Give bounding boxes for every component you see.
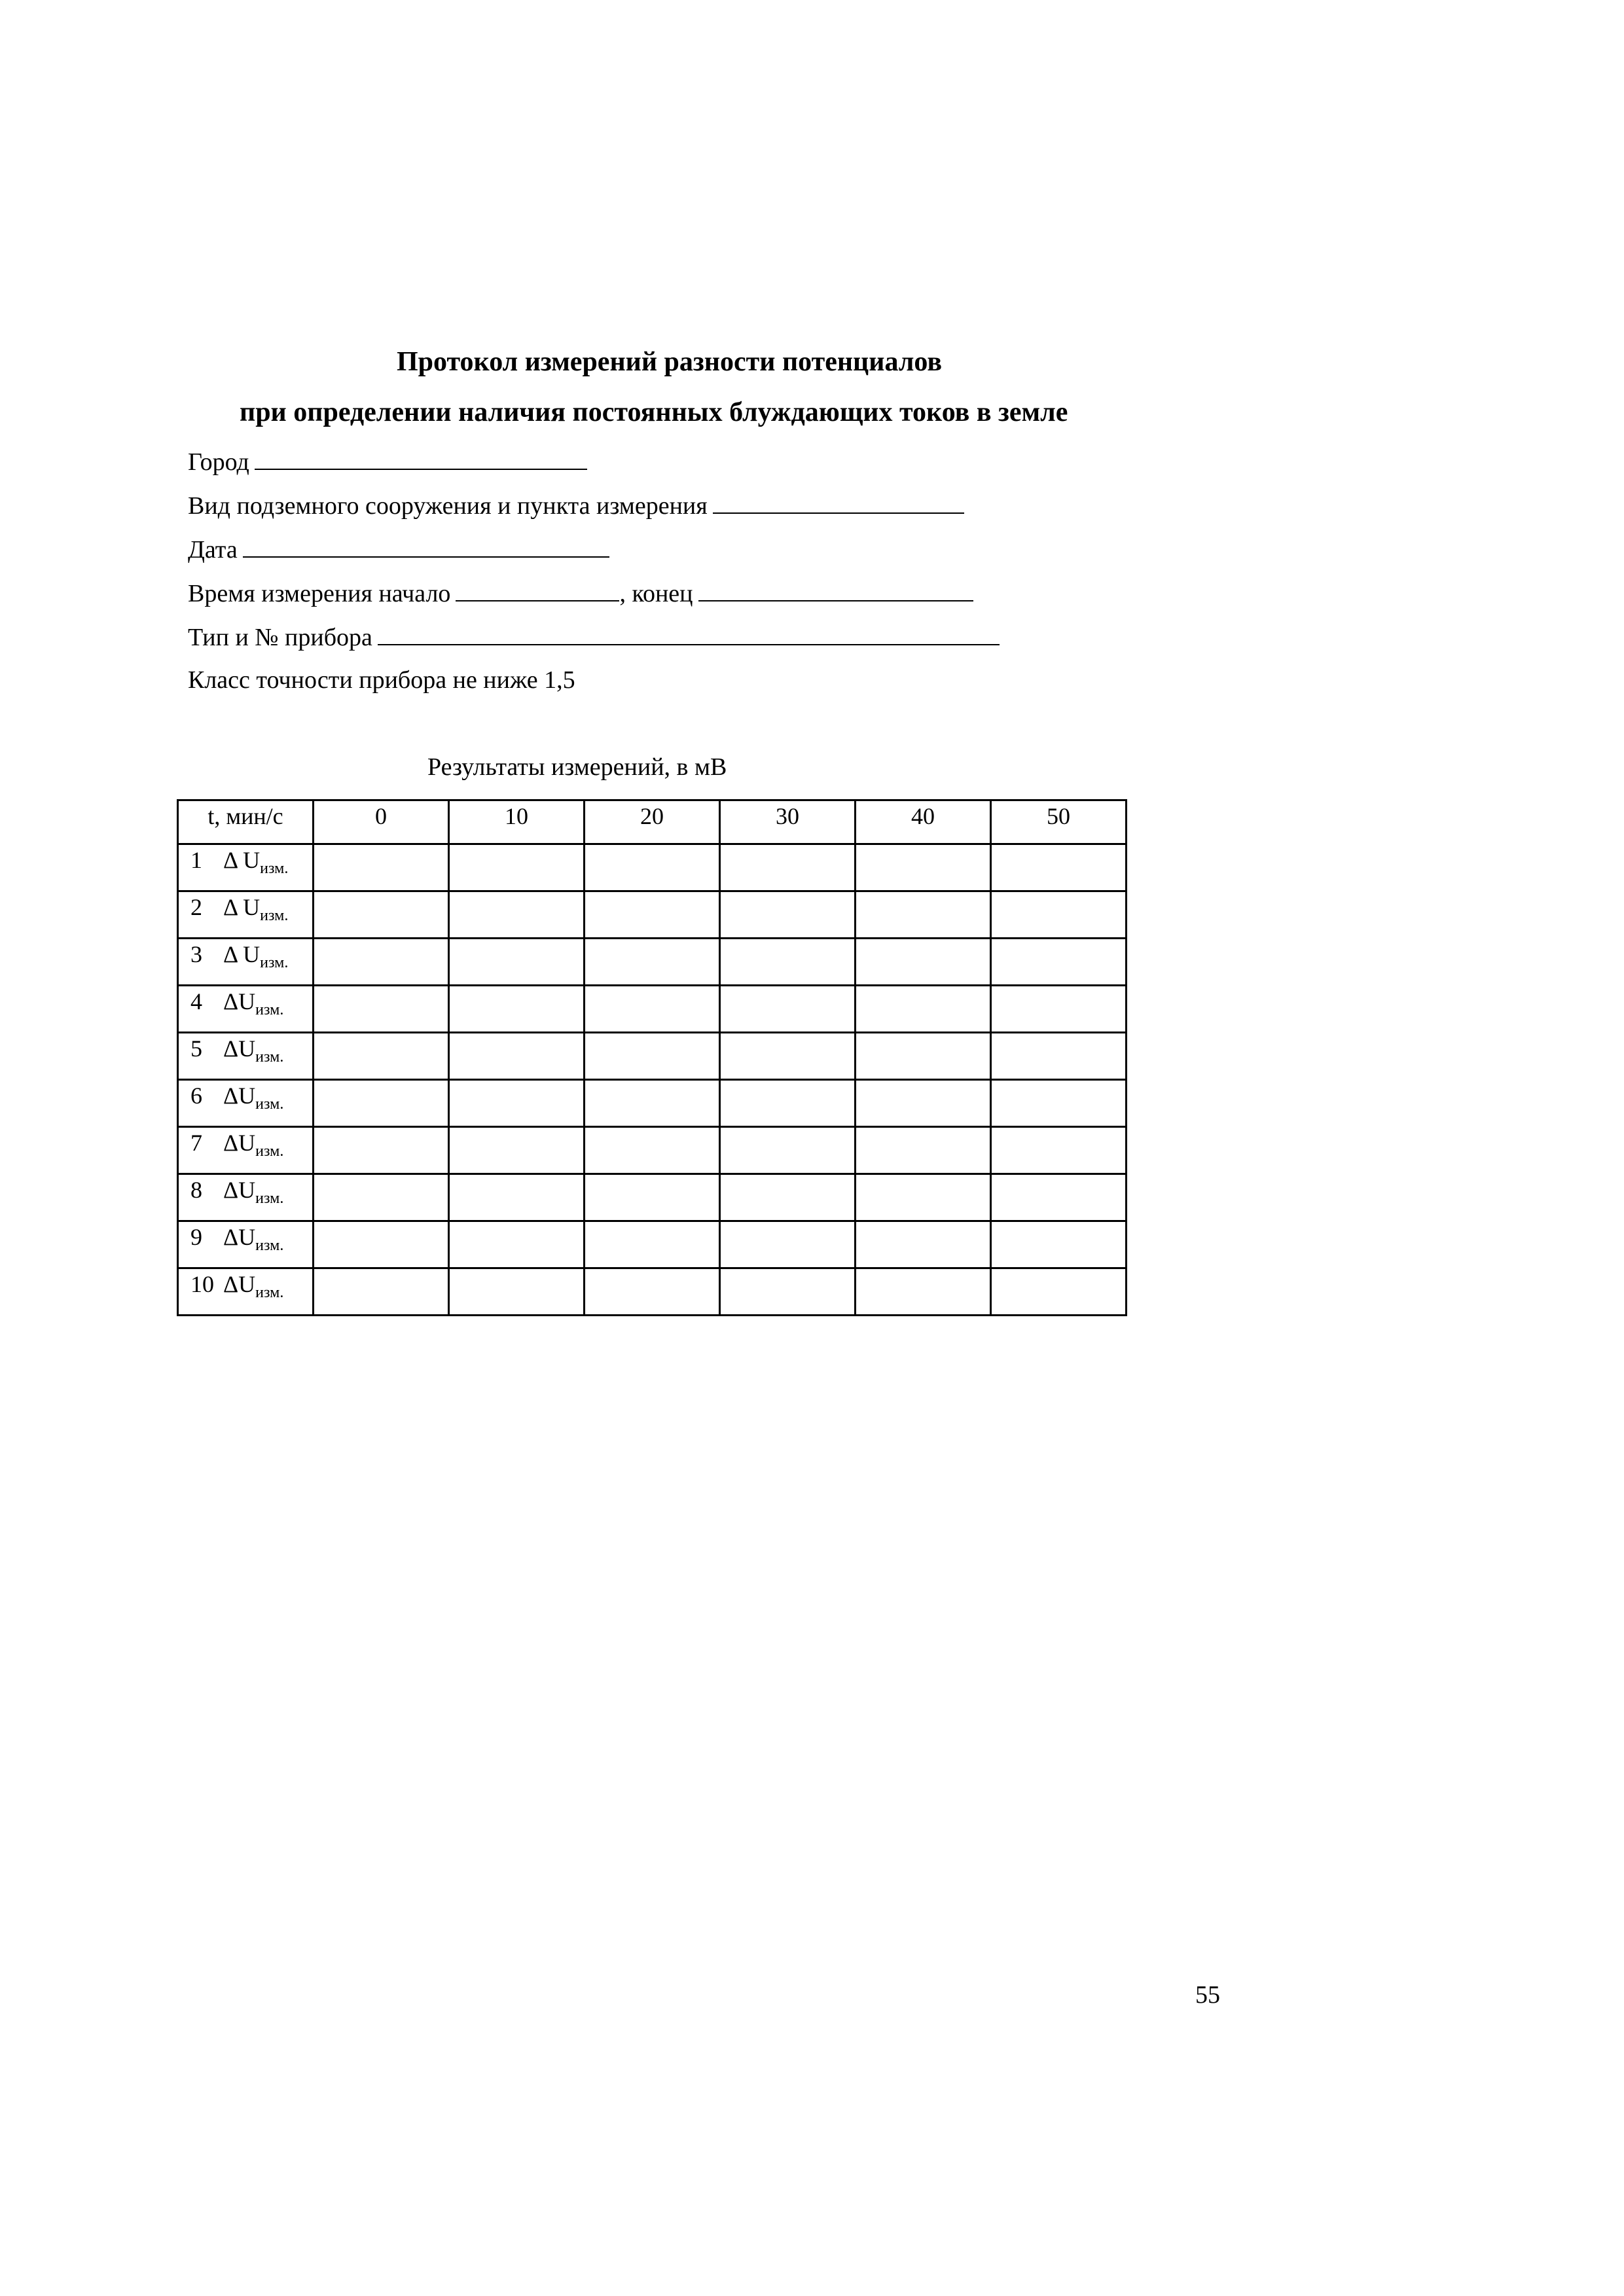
row-label [178,1127,314,1174]
row-number: 8 [190,1177,202,1203]
measurement-cell[interactable] [856,986,991,1033]
table-row [178,1127,1127,1174]
city-label: Город [188,448,249,476]
measured-subscript: изм. [260,907,289,924]
measurement-cell[interactable] [856,1080,991,1127]
measurement-cell[interactable] [991,986,1127,1033]
delta-u-symbol: ΔU [223,1035,256,1062]
measurement-cell[interactable] [991,844,1127,891]
row-label [178,1033,314,1080]
measurement-cell[interactable] [720,1033,856,1080]
delta-u-symbol: ΔU [223,1130,256,1156]
city-blank[interactable] [255,442,587,470]
row-label [178,1080,314,1127]
delta-u-symbol: Δ U [223,847,261,873]
row-number: 2 [190,894,202,920]
time-start-blank[interactable] [456,574,619,601]
measurement-cell[interactable] [856,1268,991,1316]
row-label [178,891,314,939]
measured-subscript: изм. [255,1001,284,1018]
measured-subscript: изм. [260,860,289,877]
measurement-cell[interactable] [856,891,991,939]
measurement-cell[interactable] [720,939,856,986]
delta-u-symbol: ΔU [223,1271,256,1297]
measurement-cell[interactable] [856,1127,991,1174]
measurement-cell[interactable] [585,844,720,891]
measurement-cell[interactable] [991,891,1127,939]
measurement-cell[interactable] [449,1033,585,1080]
measured-subscript: изм. [255,1190,284,1207]
measurement-cell[interactable] [720,1268,856,1316]
measurement-cell[interactable] [585,1033,720,1080]
measurement-cell[interactable] [585,986,720,1033]
row-number: 7 [190,1130,202,1156]
results-table-caption: Результаты измерений, в мВ [427,753,727,781]
row-label [178,1221,314,1268]
row-number: 4 [190,988,202,1014]
measurement-cell[interactable] [720,891,856,939]
measurement-cell[interactable] [991,939,1127,986]
city-field [188,442,587,480]
row-label [178,986,314,1033]
table-header-time: t, мин/с [178,800,314,844]
measurement-cell[interactable] [991,1268,1127,1316]
table-row [178,939,1127,986]
measurement-cell[interactable] [314,939,449,986]
measured-subscript: изм. [255,1096,284,1113]
measurement-cell[interactable] [449,939,585,986]
row-number: 1 [190,847,202,873]
table-header-10: 10 [449,800,585,844]
table-row [178,891,1127,939]
table-header-30: 30 [720,800,856,844]
measured-subscript: изм. [255,1049,284,1066]
measurement-cell[interactable] [449,1127,585,1174]
measurement-cell[interactable] [585,891,720,939]
document-title-line-2: при определении наличия постоянных блуждающих токов в земле [240,397,1068,427]
measurement-cell[interactable] [720,1127,856,1174]
measurement-cell[interactable] [449,1268,585,1316]
measurement-cell[interactable] [856,939,991,986]
measurement-cell[interactable] [314,891,449,939]
measurement-cell[interactable] [585,1268,720,1316]
measurement-cell[interactable] [314,1174,449,1221]
measurement-cell[interactable] [314,986,449,1033]
row-number: 10 [190,1271,214,1297]
row-number: 5 [190,1035,202,1062]
measurement-cell[interactable] [991,1221,1127,1268]
table-row [178,1221,1127,1268]
measurement-cell[interactable] [449,1221,585,1268]
delta-u-symbol: Δ U [223,941,261,967]
delta-u-symbol: ΔU [223,1177,256,1203]
date-field [188,530,609,568]
row-label [178,1174,314,1221]
measurement-cell[interactable] [314,1080,449,1127]
time-end-label: , конец [619,580,693,607]
measurement-cell[interactable] [314,1127,449,1174]
measurement-cell[interactable] [720,1174,856,1221]
row-number: 3 [190,941,202,967]
measured-subscript: изм. [255,1237,284,1254]
measurement-cell[interactable] [856,844,991,891]
time-start-label: Время измерения начало [188,580,451,607]
measurement-cell[interactable] [720,844,856,891]
row-label [178,844,314,891]
table-body [178,844,1127,1316]
structure-type-blank[interactable] [713,486,964,514]
measurement-cell[interactable] [720,1080,856,1127]
measurement-cell[interactable] [856,1174,991,1221]
page-number: 55 [1195,1981,1220,2009]
accuracy-class-text: Класс точности прибора не ниже 1,5 [188,666,575,694]
measurement-cell[interactable] [449,1080,585,1127]
measurement-cell[interactable] [585,1174,720,1221]
measurement-cell[interactable] [991,1080,1127,1127]
table-row [178,1268,1127,1316]
table-row [178,1174,1127,1221]
row-number: 9 [190,1224,202,1250]
table-header-50: 50 [991,800,1127,844]
measurement-cell[interactable] [856,1033,991,1080]
measurement-cell[interactable] [449,1174,585,1221]
time-end-blank[interactable] [698,574,973,601]
measurement-cell[interactable] [314,1268,449,1316]
measurement-cell[interactable] [720,986,856,1033]
table-row [178,1080,1127,1127]
table-header-40: 40 [856,800,991,844]
table-row [178,844,1127,891]
measurement-cell[interactable] [449,844,585,891]
measurement-cell[interactable] [585,1221,720,1268]
measurement-cell[interactable] [585,1127,720,1174]
delta-u-symbol: ΔU [223,1083,256,1109]
measurement-cell[interactable] [314,844,449,891]
measurement-cell[interactable] [991,1174,1127,1221]
row-label [178,939,314,986]
device-field [188,618,1000,656]
measured-subscript: изм. [255,1143,284,1160]
measurement-time-field [188,574,973,612]
measurement-cell[interactable] [991,1127,1127,1174]
date-label: Дата [188,536,238,564]
measurement-cell[interactable] [449,891,585,939]
measurement-cell[interactable] [585,1080,720,1127]
structure-type-field [188,486,964,524]
table-header-row [178,800,1127,844]
table-row [178,1033,1127,1080]
table-row [178,986,1127,1033]
row-label [178,1268,314,1316]
date-blank[interactable] [243,530,609,558]
measurement-cell[interactable] [585,939,720,986]
results-table [177,799,1127,1316]
device-label: Тип и № прибора [188,624,372,651]
table-header-0: 0 [314,800,449,844]
measurement-cell[interactable] [991,1033,1127,1080]
table-header-20: 20 [585,800,720,844]
measured-subscript: изм. [260,954,289,971]
measurement-cell[interactable] [314,1033,449,1080]
delta-u-symbol: ΔU [223,1224,256,1250]
measurement-cell[interactable] [314,1221,449,1268]
row-number: 6 [190,1083,202,1109]
device-blank[interactable] [378,618,1000,645]
delta-u-symbol: ΔU [223,988,256,1014]
measurement-cell[interactable] [720,1221,856,1268]
structure-type-label: Вид подземного сооружения и пункта измерения [188,492,708,520]
delta-u-symbol: Δ U [223,894,261,920]
document-title-line-1: Протокол измерений разности потенциалов [397,347,943,377]
measurement-cell[interactable] [449,986,585,1033]
measured-subscript: изм. [255,1284,284,1301]
measurement-cell[interactable] [856,1221,991,1268]
